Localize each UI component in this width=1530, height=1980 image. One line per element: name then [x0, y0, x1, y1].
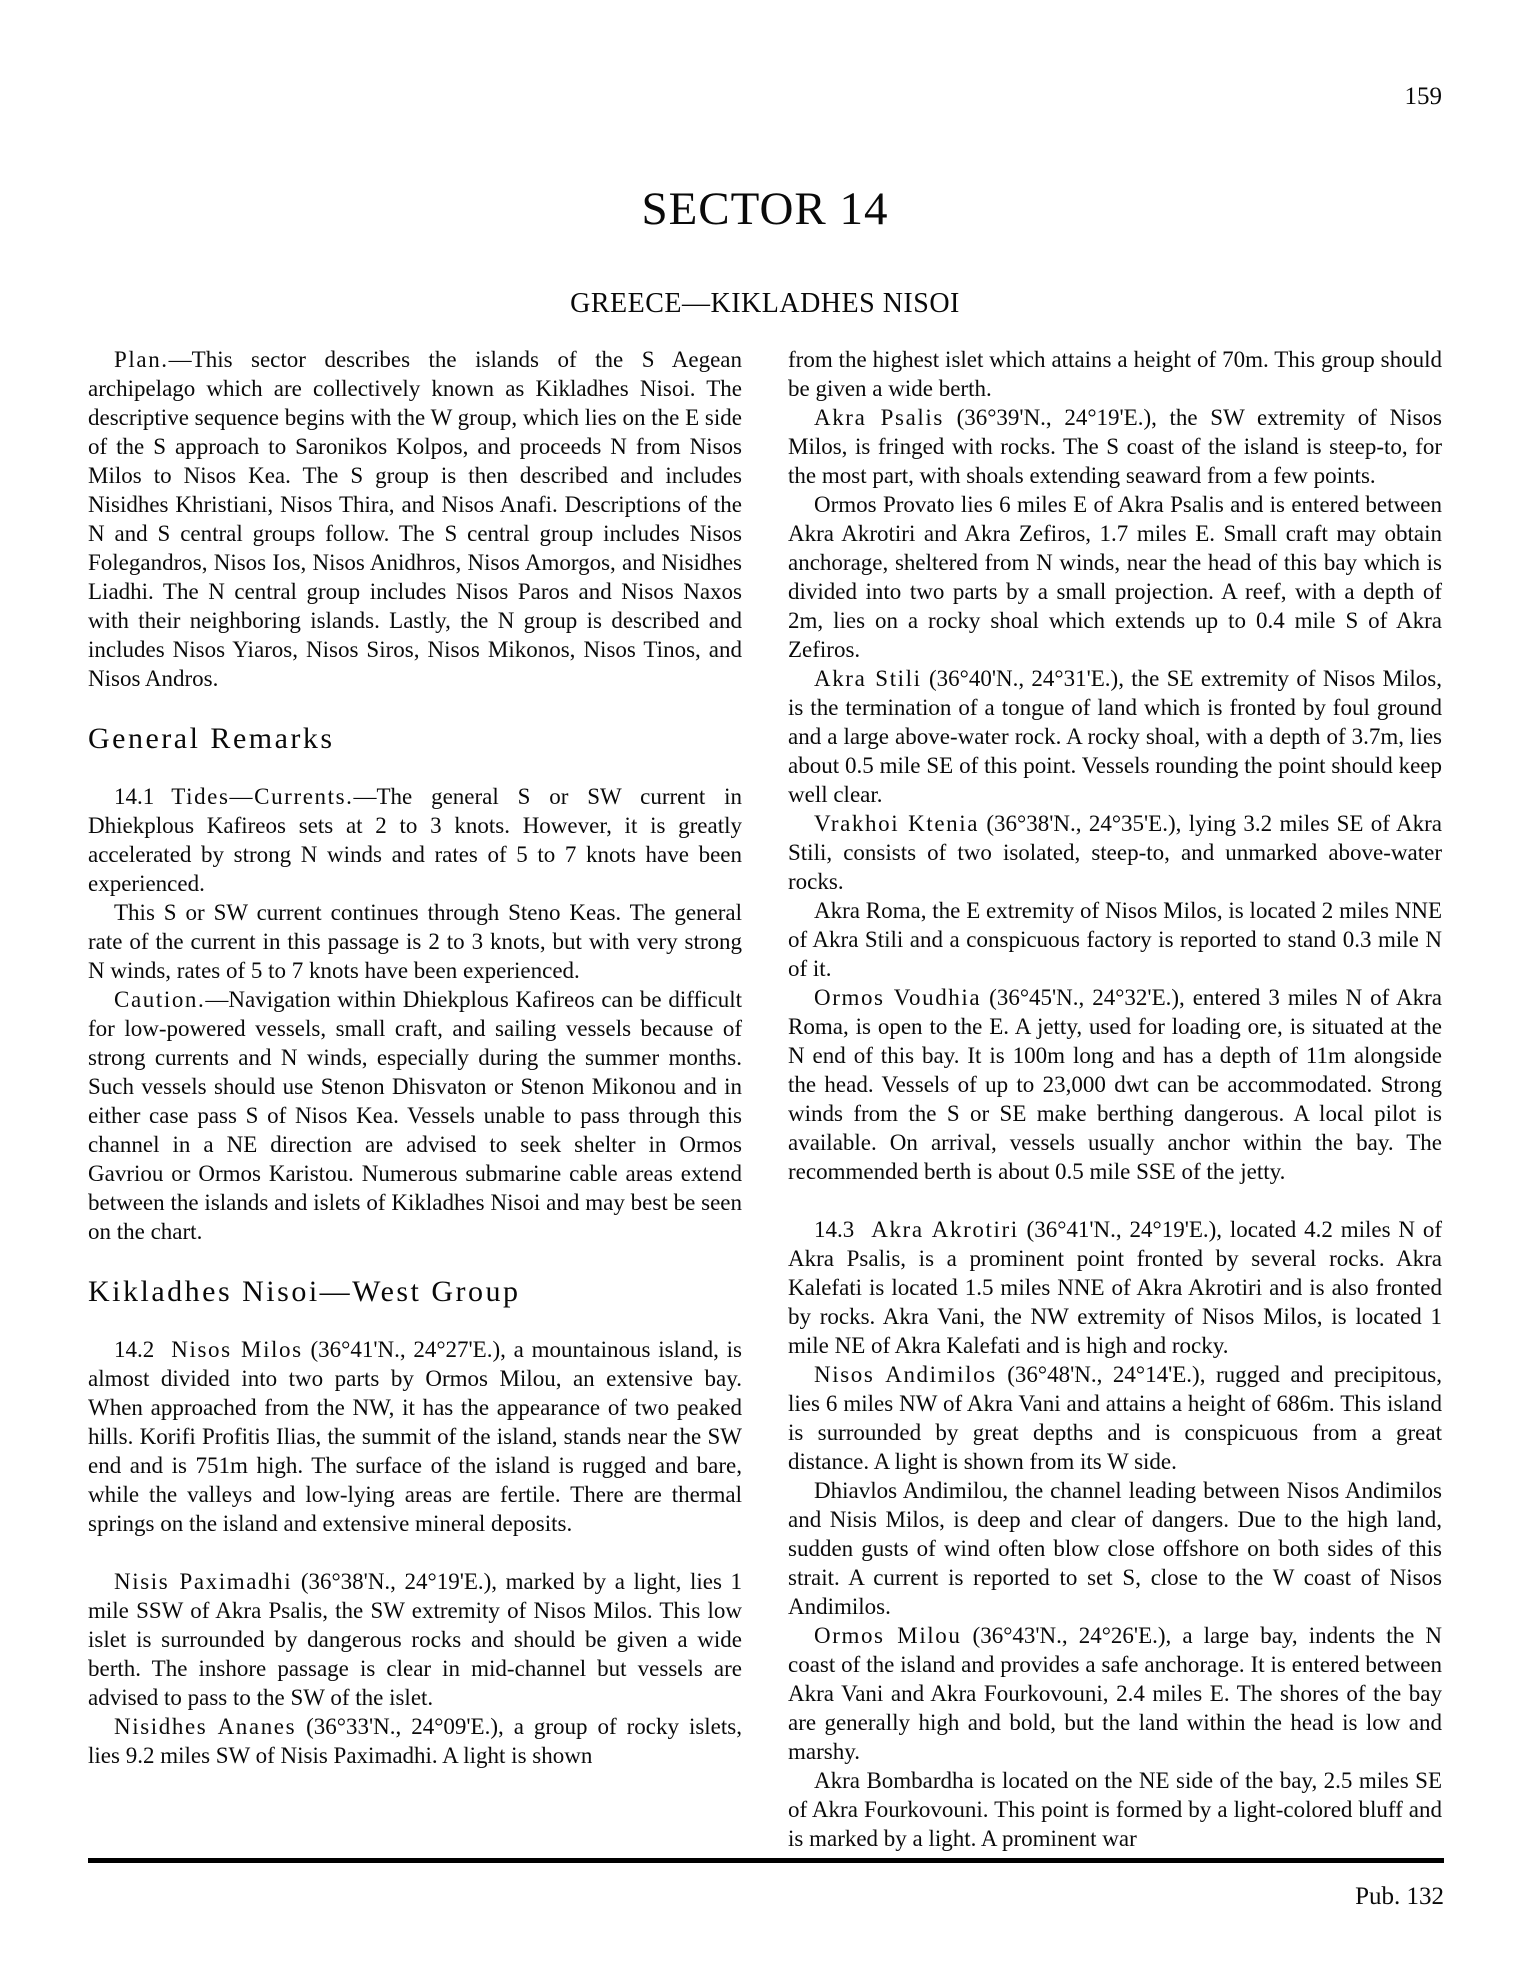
paragraph-text: (36°38'N., 24°19'E.), marked by a light, lies 1 mile SSW of Akra Psalis, the SW extremity of Nisos Milos. This low islet is surrounded by dangerous rocks and should be given a wide berth. The inshore passage is clear in mid-channel but vessels are advised to pass to the SW of the islet. — [88, 1569, 743, 1710]
paragraph-lead: Nisos Milos — [171, 1337, 303, 1362]
paragraph-number: 14.3 — [814, 1217, 855, 1242]
paragraph-lead: Ormos Voudhia — [814, 985, 982, 1010]
paragraph — [788, 1360, 1442, 1476]
paragraph-lead: Akra Stili — [814, 666, 922, 691]
paragraph — [88, 1567, 742, 1712]
section-heading: General Remarks — [88, 722, 335, 755]
text-column-right — [788, 345, 1442, 1853]
paragraph-number: 14.2 — [114, 1337, 155, 1362]
paragraph-text: (36°38'N., 24°35'E.), lying 3.2 miles SE of Akra Stili, consists of two isolated, steep-to, and unmarked above-water rocks. — [788, 811, 1442, 894]
text-column-left — [88, 345, 742, 1853]
paragraph — [788, 1476, 1442, 1621]
paragraph-lead: Akra Akrotiri — [871, 1217, 1019, 1242]
paragraph-lead: Tides—Currents. — [171, 784, 354, 809]
paragraph — [788, 1215, 1442, 1360]
paragraph — [788, 983, 1442, 1186]
sector-title: SECTOR 14 — [641, 183, 889, 235]
paragraph — [788, 809, 1442, 896]
paragraph-text: (36°33'N., 24°09'E.), a group of rocky islets, lies 9.2 miles SW of Nisis Paximadhi. A light is shown — [88, 1714, 742, 1768]
paragraph-text: (36°41'N., 24°19'E.), located 4.2 miles N of Akra Psalis, is a prominent point fronted by several rocks. Akra Kalefati is located 1.5 miles NNE of Akra Akrotiri and is also fronted by rocks. Akra Vani, the NW extremity of Nisos Milos, is located 1 mile NE of Akra Kalefati and is high and rocky. — [788, 1217, 1442, 1358]
paragraph-lead: Akra Psalis — [814, 405, 944, 430]
paragraph — [788, 403, 1442, 490]
paragraph — [788, 896, 1442, 983]
footer-pub-number: Pub. 132 — [1355, 1883, 1444, 1910]
paragraph — [788, 1766, 1442, 1853]
paragraph — [88, 345, 742, 693]
paragraph-text: (36°40'N., 24°31'E.), the SE extremity of Nisos Milos, is the termination of a tongue of land which is fronted by foul ground and a large above-water rock. A rocky shoal, with a depth of 3.7m, lies about 0.5 mile SE of this point. Vessels rounding the point should keep well clear. — [788, 666, 1442, 807]
paragraph-text: —The general S or SW current in Dhiekplous Kafireos sets at 2 to 3 knots. However, it is greatly accelerated by strong N winds and rates of 5 to 7 knots have been experienced. — [88, 784, 742, 896]
paragraph — [788, 664, 1442, 809]
paragraph-lead: Nisidhes Ananes — [114, 1714, 297, 1739]
paragraph-lead: Ormos Milou — [814, 1623, 962, 1648]
paragraph — [788, 1621, 1442, 1766]
page-number: 159 — [1404, 83, 1442, 110]
paragraph — [88, 898, 742, 985]
paragraph-text: —This sector describes the islands of the S Aegean archipelago which are collectively known as Kikladhes Nisoi. The descriptive sequence begins with the W group, which lies on the E side of the S approach to Saronikos Kolpos, and proceeds N from Nisos Milos to Nisos Kea. The S group is then described and includes Nisidhes Khristiani, Nisos Thira, and Nisos Anafi. Descriptions of the N and S central groups follow. The S central group includes Nisos Folegandros, Nisos Ios, Nisos Anidhros, Nisos Amorgos, and Nisidhes Liadhi. The N central group includes Nisos Paros and Nisos Naxos with their neighboring islands. Lastly, the N group is described and includes Nisos Yiaros, Nisos Siros, Nisos Mikonos, Nisos Tinos, and Nisos Andros. — [88, 347, 742, 691]
paragraph-text: Akra Bombardha is located on the NE side of the bay, 2.5 miles SE of Akra Fourkovouni. This point is formed by a light-colored bluff and is marked by a light. A prominent war — [788, 1768, 1442, 1851]
page-subtitle: GREECE—KIKLADHES NISOI — [570, 288, 960, 319]
paragraph-lead: Nisis Paximadhi — [114, 1569, 293, 1594]
paragraph — [788, 490, 1442, 664]
footer-rule — [88, 1858, 1444, 1863]
paragraph-text: Akra Roma, the E extremity of Nisos Milos, is located 2 miles NNE of Akra Stili and a conspicuous factory is reported to stand 0.3 mile N of it. — [788, 898, 1442, 981]
paragraph-text: (36°39'N., 24°19'E.), the SW extremity of Nisos Milos, is fringed with rocks. The S coast of the island is steep-to, for the most part, with shoals extending seaward from a few points. — [788, 405, 1443, 488]
paragraph-lead: Vrakhoi Ktenia — [814, 811, 980, 836]
paragraph — [88, 782, 742, 898]
paragraph-lead: Plan. — [114, 347, 169, 372]
paragraph-lead: Caution. — [114, 987, 206, 1012]
paragraph-text: (36°43'N., 24°26'E.), a large bay, indents the N coast of the island and provides a safe anchorage. It is entered between Akra Vani and Akra Fourkovouni, 2.4 miles E. The shores of the bay are generally high and bold, but the land within the head is low and marshy. — [788, 1623, 1442, 1764]
text-columns — [88, 345, 1442, 1853]
paragraph — [88, 1335, 742, 1538]
paragraph-text: (36°41'N., 24°27'E.), a mountainous island, is almost divided into two parts by Ormos Milou, an extensive bay. When approached from the NW, it has the appearance of two peaked hills. Korifi Profitis Ilias, the summit of the island, stands near the SW end and is 751m high. The surface of the island is rugged and bare, while the valleys and low-lying areas are fertile. There are thermal springs on the island and extensive mineral deposits. — [88, 1337, 742, 1536]
paragraph-lead: Nisos Andimilos — [814, 1362, 997, 1387]
paragraph — [88, 985, 742, 1246]
paragraph-number: 14.1 — [114, 784, 155, 809]
section-heading: Kikladhes Nisoi—West Group — [88, 1275, 521, 1308]
paragraph-text: —Navigation within Dhiekplous Kafireos can be difficult for low-powered vessels, small craft, and sailing vessels because of strong currents and N winds, especially during the summer months. Such vessels should use Stenon Dhisvaton or Stenon Mikonou and in either case pass S of Nisos Kea. Vessels unable to pass through this channel in a NE direction are advised to seek shelter in Ormos Gavriou or Ormos Karistou. Numerous submarine cable areas extend between the islands and islets of Kikladhes Nisoi and may best be seen on the chart. — [88, 987, 742, 1244]
paragraph-text: from the highest islet which attains a height of 70m. This group should be given a wide berth. — [788, 347, 1442, 401]
paragraph-text: Ormos Provato lies 6 miles E of Akra Psalis and is entered between Akra Akrotiri and Akra Zefiros, 1.7 miles E. Small craft may obtain anchorage, sheltered from N winds, near the head of this bay which is divided into two parts by a small projection. A reef, with a depth of 2m, lies on a rocky shoal which extends up to 0.4 mile S of Akra Zefiros. — [788, 492, 1442, 662]
paragraph-text: Dhiavlos Andimilou, the channel leading between Nisos Andimilos and Nisis Milos, is deep and clear of dangers. Due to the high land, sudden gusts of wind often blow close offshore on both sides of this strait. A current is reported to set S, close to the W coast of Nisos Andimilos. — [788, 1478, 1442, 1619]
paragraph-text: This S or SW current continues through Steno Keas. The general rate of the current in this passage is 2 to 3 knots, but with very strong N winds, rates of 5 to 7 knots have been experienced. — [88, 900, 742, 983]
paragraph-text: (36°45'N., 24°32'E.), entered 3 miles N of Akra Roma, is open to the E. A jetty, used for loading ore, is situated at the N end of this bay. It is 100m long and has a depth of 11m alongside the head. Vessels of up to 23,000 dwt can be accommodated. Strong winds from the S or SE make berthing dangerous. A local pilot is available. On arrival, vessels usually anchor within the bay. The recommended berth is about 0.5 mile SSE of the jetty. — [788, 985, 1442, 1184]
paragraph-text: (36°48'N., 24°14'E.), rugged and precipitous, lies 6 miles NW of Akra Vani and attains a height of 686m. This island is surrounded by great depths and is conspicuous from a great distance. A light is shown from its W side. — [788, 1362, 1442, 1474]
paragraph — [788, 345, 1442, 403]
paragraph — [88, 1712, 742, 1770]
